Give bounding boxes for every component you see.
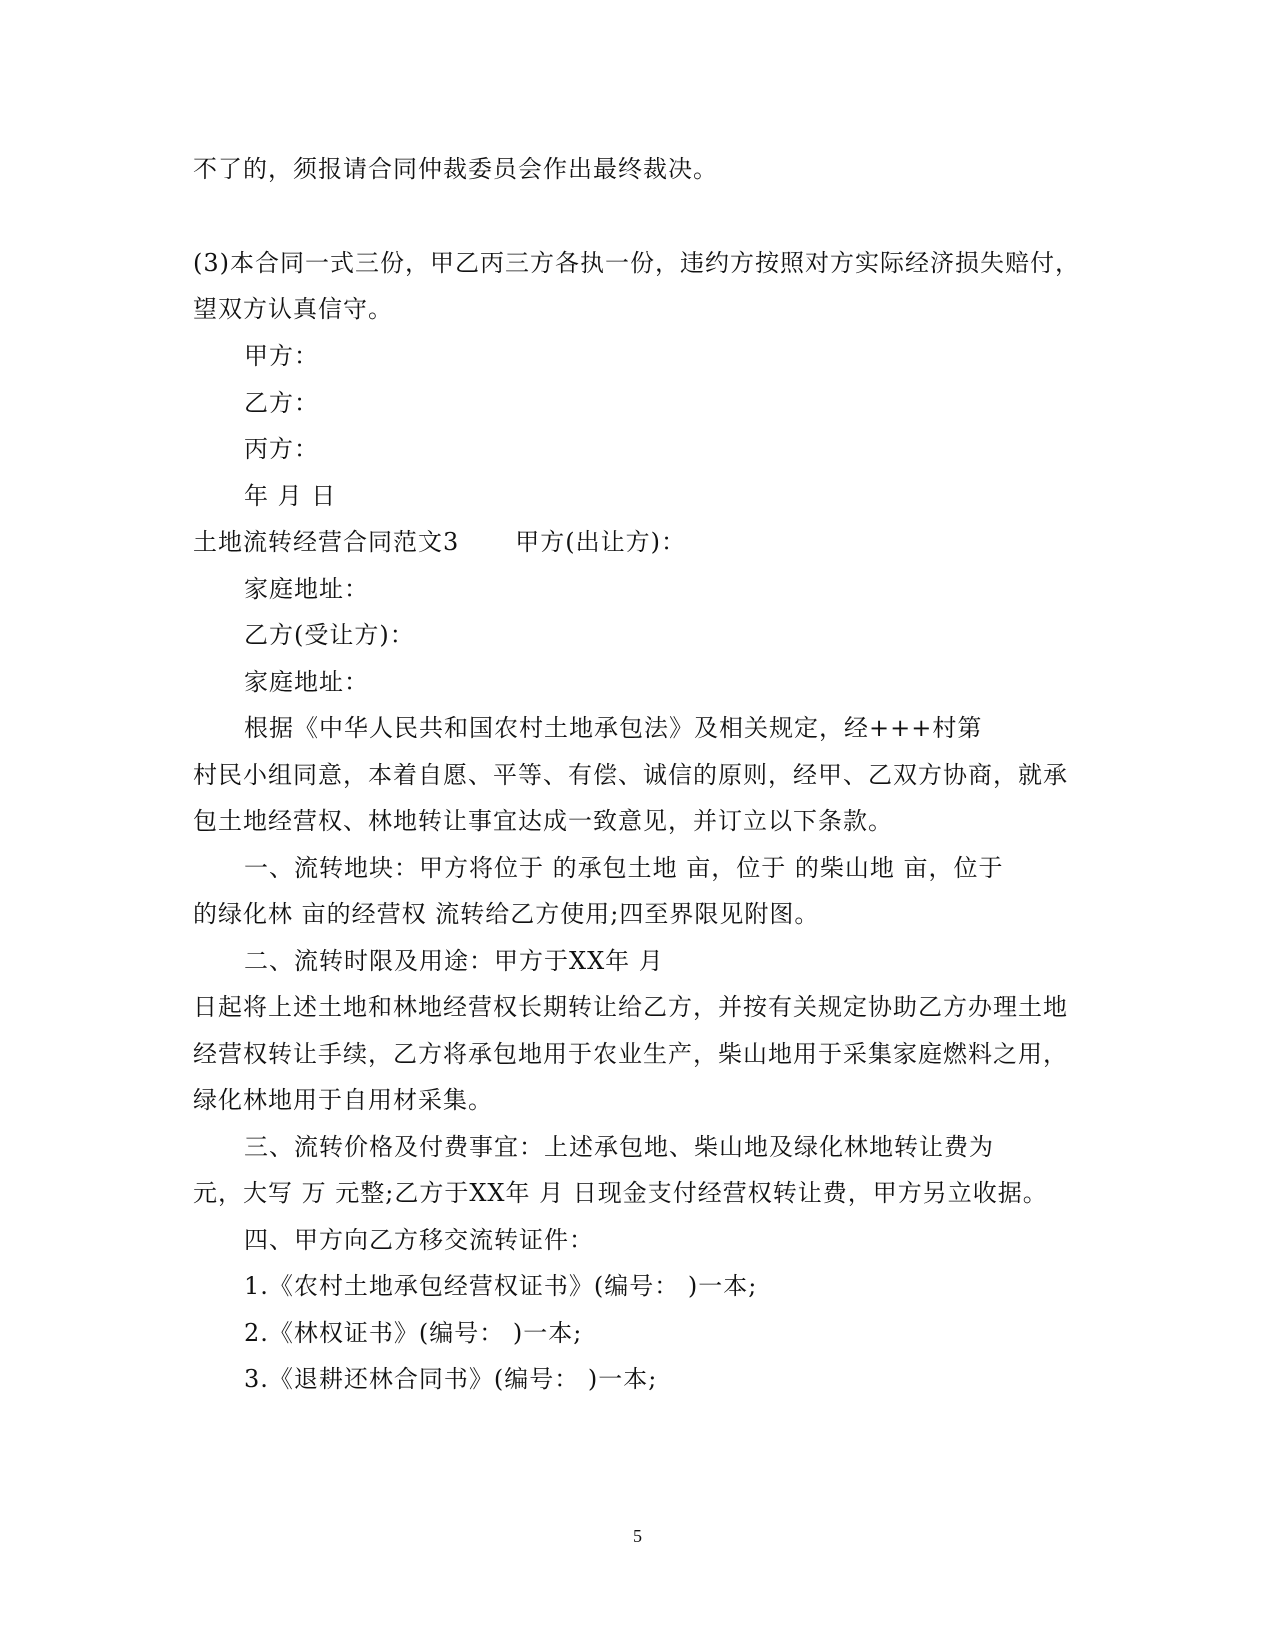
text-line: 家庭地址： bbox=[244, 575, 369, 603]
signature-date: 年 月 日 bbox=[244, 482, 337, 510]
text-line: 日起将上述土地和林地经营权长期转让给乙方，并按有关规定协助乙方办理土地 bbox=[193, 993, 1068, 1021]
text-line: 不了的，须报请合同仲裁委员会作出最终裁决。 bbox=[193, 155, 718, 183]
text-line: 根据《中华人民共和国农村土地承包法》及相关规定，经+++村第 bbox=[244, 714, 983, 742]
text-line: 元，大写 万 元整;乙方于XX年 月 日现金支付经营权转让费，甲方另立收据。 bbox=[193, 1179, 1048, 1207]
text-line: 三、流转价格及付费事宜：上述承包地、柴山地及绿化林地转让费为 bbox=[244, 1133, 994, 1161]
text-line: 经营权转让手续，乙方将承包地用于农业生产，柴山地用于采集家庭燃料之用， bbox=[193, 1040, 1068, 1068]
text-line: 包土地经营权、林地转让事宜达成一致意见，并订立以下条款。 bbox=[193, 807, 893, 835]
text-line: 的绿化林 亩的经营权 流转给乙方使用;四至界限见附图。 bbox=[193, 900, 820, 928]
section-title-line bbox=[193, 527, 686, 557]
list-item: 1.《农村土地承包经营权证书》(编号： )一本; bbox=[244, 1272, 758, 1300]
text-line: 村民小组同意，本着自愿、平等、有偿、诚信的原则，经甲、乙双方协商，就承 bbox=[193, 761, 1068, 789]
signature-party-a: 甲方： bbox=[244, 342, 319, 370]
text-line: 一、流转地块：甲方将位于 的承包土地 亩，位于 的柴山地 亩，位于 bbox=[244, 854, 1004, 882]
text-line: 四、甲方向乙方移交流转证件： bbox=[244, 1226, 594, 1254]
text-line: 绿化林地用于自用材采集。 bbox=[193, 1086, 493, 1114]
text-line: 家庭地址： bbox=[244, 668, 369, 696]
text-line: 望双方认真信守。 bbox=[193, 295, 393, 323]
page-number: 5 bbox=[633, 1526, 642, 1546]
text-line: 乙方(受让方)： bbox=[244, 621, 415, 649]
signature-party-b: 乙方： bbox=[244, 389, 319, 417]
party-a-heading: 甲方(出让方)： bbox=[515, 528, 687, 556]
list-item: 2.《林权证书》(编号： )一本; bbox=[244, 1319, 583, 1347]
section-title: 土地流转经营合同范文3 bbox=[193, 528, 460, 556]
text-line: 二、流转时限及用途：甲方于XX年 月 bbox=[244, 947, 664, 975]
text-line: (3)本合同一式三份，甲乙丙三方各执一份，违约方按照对方实际经济损失赔付， bbox=[193, 249, 1080, 277]
list-item: 3.《退耕还林合同书》(编号： )一本; bbox=[244, 1365, 658, 1393]
signature-party-c: 丙方： bbox=[244, 435, 319, 463]
